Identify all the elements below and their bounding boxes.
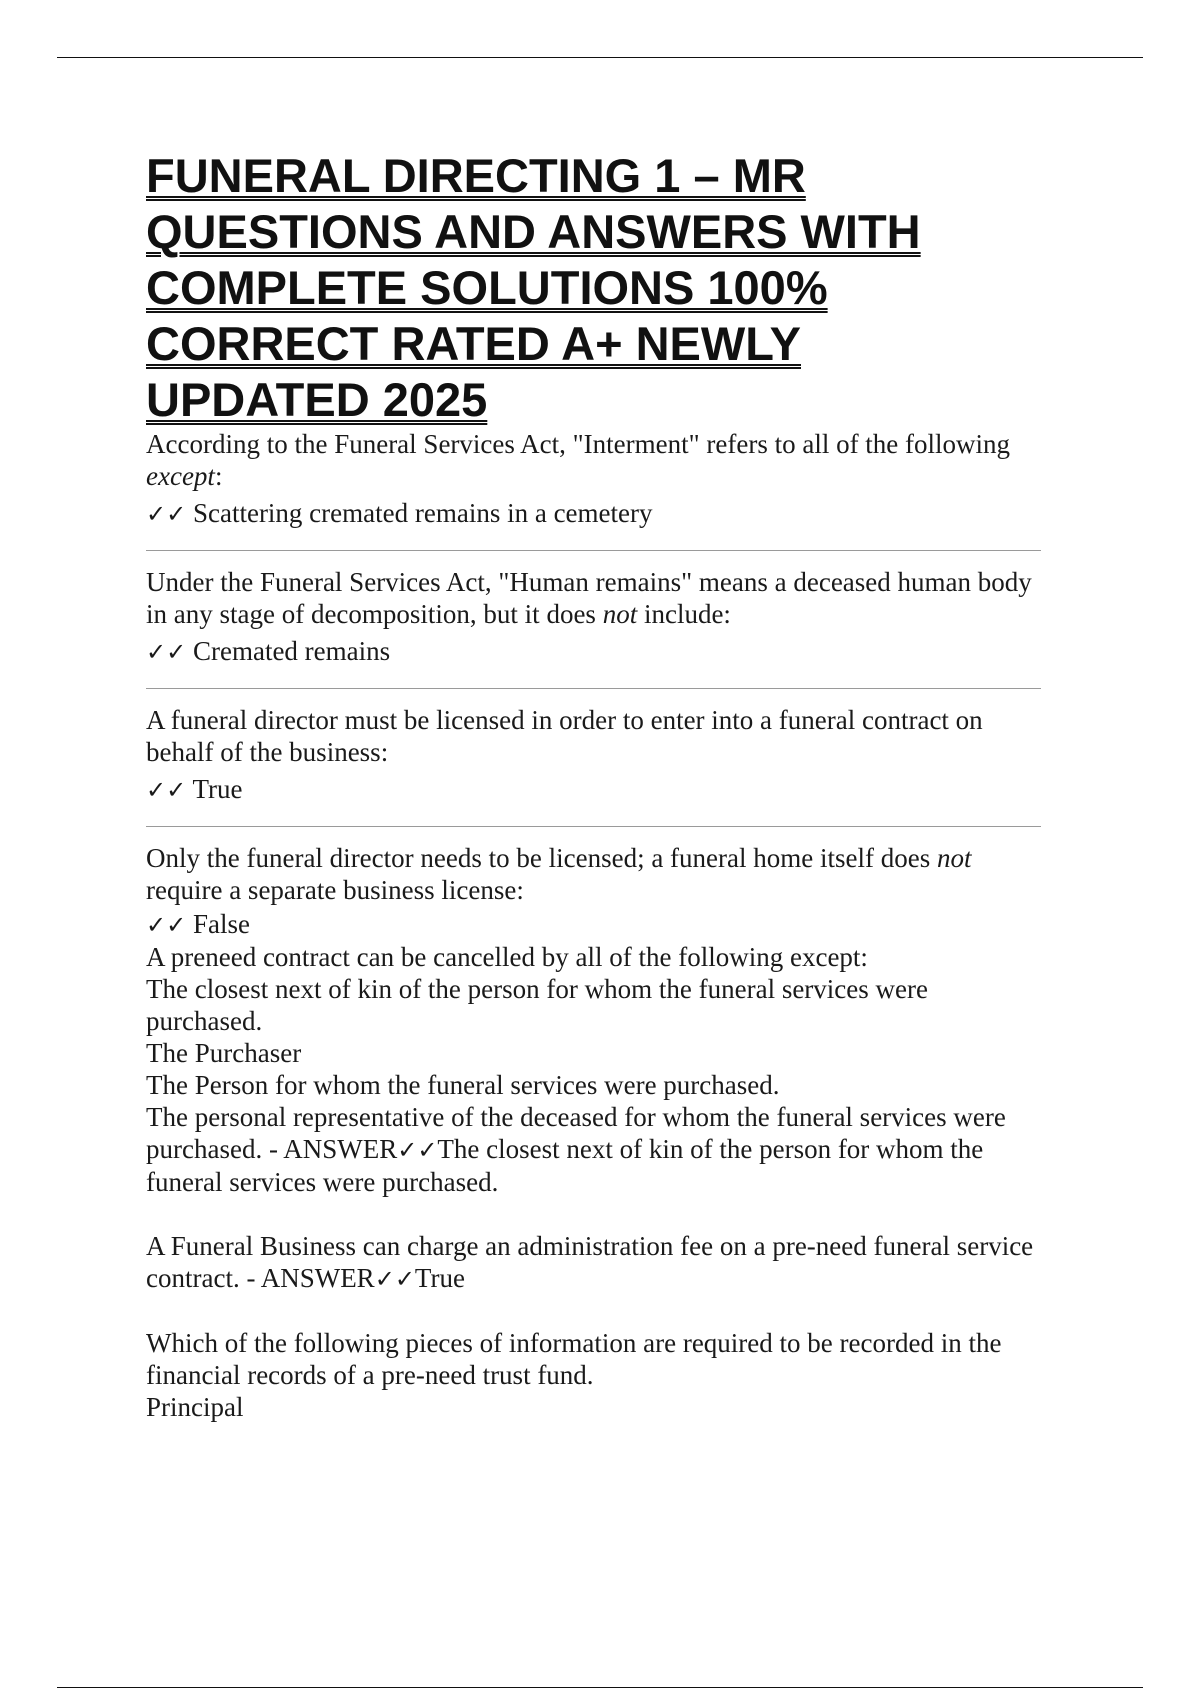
spacer xyxy=(146,1295,1046,1327)
answer-text xyxy=(146,635,1046,668)
answer-text xyxy=(146,908,1046,941)
spacer xyxy=(146,1198,1046,1230)
preneed-answer: The closest next of kin of the person for whom the funeral services were purchased. xyxy=(146,1134,984,1197)
document-body xyxy=(146,148,1046,1423)
trust-question: Which of the following pieces of information are required to be recorded in the financial records of a pre-need trust fund. xyxy=(146,1328,1002,1390)
checkmark-icon: ✓✓ xyxy=(146,911,187,939)
bottom-rule xyxy=(57,1687,1143,1688)
qa-divider xyxy=(146,688,1041,689)
answer-text xyxy=(146,497,1046,530)
fee-question-text: A Funeral Business can charge an administration fee on a pre-need funeral service contract. - ANSWER xyxy=(146,1231,1034,1293)
question-text-part: According to the Funeral Services Act, "Interment" refers to all of the following xyxy=(146,429,1011,459)
qa-divider xyxy=(146,550,1041,551)
preneed-option: The Person for whom the funeral services were purchased. xyxy=(146,1070,780,1100)
question-emphasis: not xyxy=(602,599,638,629)
question-text-part: Only the funeral director needs to be licensed; a funeral home itself does xyxy=(146,843,937,873)
fee-question xyxy=(146,1230,1046,1295)
checkmark-icon: ✓✓ xyxy=(146,776,187,804)
trust-question-block xyxy=(146,1327,1046,1423)
question-text xyxy=(146,428,1046,492)
qa-divider xyxy=(146,826,1041,827)
question-text-part: include: xyxy=(637,599,731,629)
preneed-option-last: The personal representative of the deceased for whom the funeral services were purchased. - ANSWER xyxy=(146,1102,1006,1164)
answer-value: False xyxy=(186,909,250,939)
preneed-question: A preneed contract can be cancelled by all of the following except: xyxy=(146,942,868,972)
checkmark-icon: ✓✓ xyxy=(146,638,187,666)
preneed-option: The closest next of kin of the person for whom the funeral services were purchased. xyxy=(146,974,928,1036)
checkmark-icon: ✓✓ xyxy=(397,1136,438,1164)
question-text xyxy=(146,704,1046,768)
question-text-part: : xyxy=(214,461,223,491)
question-text-part: Under the Funeral Services Act, "Human remains" means a deceased human body in any stage of decomposition, but it does xyxy=(146,567,1032,629)
fee-answer: True xyxy=(414,1263,465,1293)
trust-option: Principal xyxy=(146,1392,244,1422)
question-text xyxy=(146,566,1046,630)
question-text-part: A funeral director must be licensed in order to enter into a funeral contract on behalf of the business: xyxy=(146,705,983,767)
checkmark-icon: ✓✓ xyxy=(374,1265,415,1293)
checkmark-icon: ✓✓ xyxy=(146,500,187,528)
fee-question-block xyxy=(146,1230,1046,1295)
question-text xyxy=(146,842,1046,906)
qa-item xyxy=(146,842,1046,941)
qa-item xyxy=(146,566,1046,668)
qa-item xyxy=(146,704,1046,806)
qa-item xyxy=(146,428,1046,530)
preneed-question-block xyxy=(146,941,1046,1198)
document-title: FUNERAL DIRECTING 1 – MR QUESTIONS AND ANSWERS WITH COMPLETE SOLUTIONS 100% CORRECT RATED A+ NEWLY UPDATED 2025 xyxy=(146,149,921,426)
question-emphasis: not xyxy=(936,843,972,873)
answer-value: Cremated remains xyxy=(186,636,391,666)
top-rule xyxy=(57,57,1143,58)
answer-text xyxy=(146,773,1046,806)
question-text-part: require a separate business license: xyxy=(146,875,524,905)
question-emphasis: except xyxy=(146,461,215,491)
answer-value: True xyxy=(186,774,243,804)
answer-value: Scattering cremated remains in a cemetery xyxy=(186,498,653,528)
preneed-option: The Purchaser xyxy=(146,1038,302,1068)
preneed-answer-line xyxy=(146,1101,1046,1198)
